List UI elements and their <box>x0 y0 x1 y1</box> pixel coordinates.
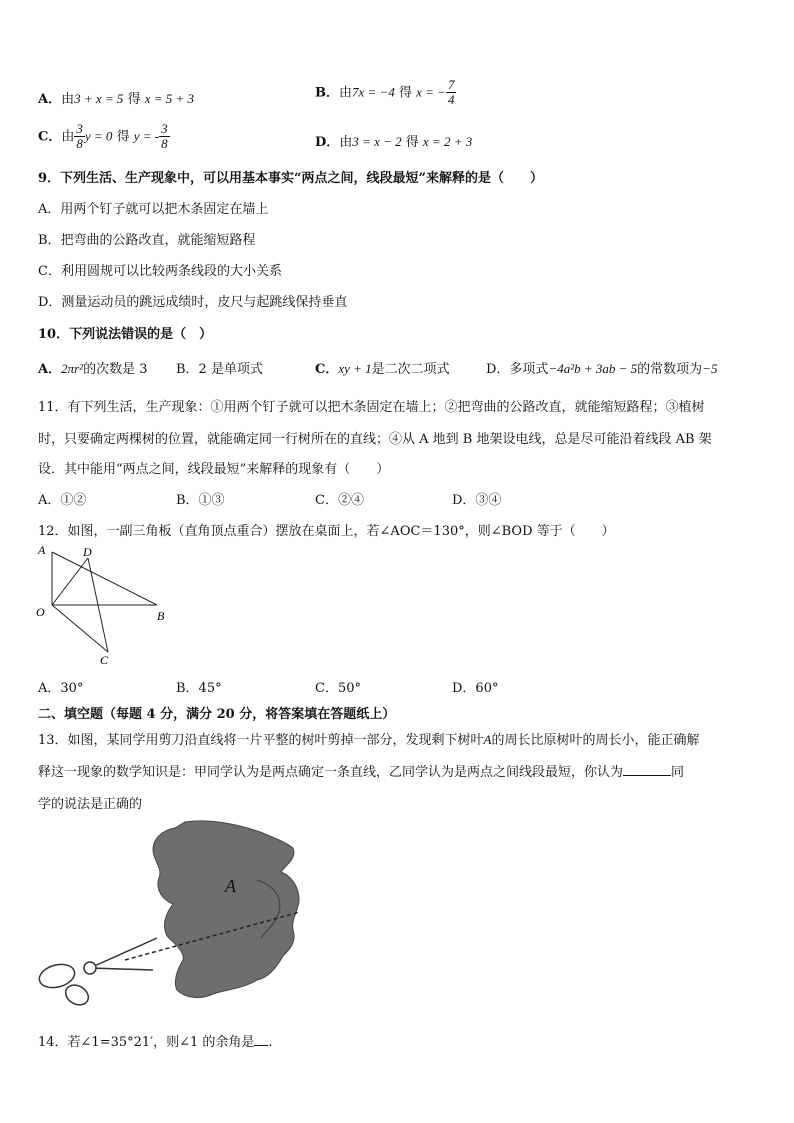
q9-option-a: A．用两个钉子就可以把木条固定在墙上 <box>38 202 269 217</box>
q14-text: 14．若∠1=35°21′，则∠1 的余角是 . <box>38 1035 273 1050</box>
q8-option-b: B．由7x = −4 得 x = − $\frac{7}{4}$ <box>315 77 455 108</box>
q11-line-3: 设．其中能用“两点之间，线段最短”来解释的现象有（ ） <box>38 462 390 477</box>
q10-option-a: A．2πr²的次数是 3 <box>38 361 148 377</box>
q12-option-b: B．45° <box>176 681 222 696</box>
section-title-fill-blank: 二、填空题（每题 4 分，满分 20 分，将答案填在答题纸上） <box>38 707 396 722</box>
q10-option-c: C．xy + 1是二次二项式 <box>315 361 450 377</box>
q9-option-b: B．把弯曲的公路改直，就能缩短路程 <box>38 233 256 248</box>
q13-line-2: 释这一现象的数学知识是：甲同学认为是两点确定一条直线，乙同学认为是两点之间线段最短，你认为 同 <box>38 765 685 780</box>
q12-option-a: A．30° <box>38 681 84 696</box>
q9-option-d: D．测量运动员的跳远成绩时，皮尺与起跳线保持垂直 <box>38 295 348 310</box>
q12-label-A: A <box>38 543 46 557</box>
scissors-icon <box>37 938 157 1009</box>
q10-option-d: D．多项式−4a²b + 3ab − 5的常数项为−5 <box>486 361 718 377</box>
q12-label-O: O <box>36 605 45 619</box>
q8-option-a: A．由3 + x = 5 得 x = 5 + 3 <box>38 91 195 107</box>
q12-label-D: D <box>83 545 92 559</box>
q13-leaf-figure <box>35 820 310 1020</box>
q14-answer-blank[interactable] <box>254 1033 268 1046</box>
q11-line-2: 时，只要确定两棵树的位置，就能确定同一行树所在的直线；④从 A 地到 B 地架设电线，总是尽可能沿着线段 AB 架 <box>38 432 712 447</box>
q10-stem: 10．下列说法错误的是（ ） <box>38 327 213 342</box>
q8-option-d: D．由3 = x − 2 得 x = 2 + 3 <box>315 134 473 150</box>
q12-option-c: C．50° <box>315 681 361 696</box>
q9-stem: 9．下列生活、生产现象中，可以用基本事实“两点之间，线段最短”来解释的是（ ） <box>38 171 544 186</box>
q11-line-1: 11．有下列生活，生产现象：①用两个钉子就可以把木条固定在墙上；②把弯曲的公路改直，就能缩短路程；③植树 <box>38 400 705 415</box>
q11-option-b: B．①③ <box>176 493 225 508</box>
q13-line-1: 13．如图，某同学用剪刀沿直线将一片平整的树叶剪掉一部分，发现剩下树叶A的周长比原树叶的周长小，能正确解 <box>38 732 700 748</box>
q11-option-a: A．①② <box>38 493 87 508</box>
q12-stem: 12．如图，一副三角板（直角顶点重合）摆放在桌面上，若∠AOC＝130°，则∠BOD 等于（ ） <box>38 524 615 539</box>
q13-line-3: 学的说法是正确的 <box>38 797 143 812</box>
q11-option-d: D．③④ <box>452 493 502 508</box>
q12-label-C: C <box>100 653 109 667</box>
q12-label-B: B <box>157 609 165 623</box>
q10-option-b: B．2 是单项式 <box>176 362 263 377</box>
q12-option-d: D．60° <box>452 681 499 696</box>
q9-option-c: C．利用圆规可以比较两条线段的大小关系 <box>38 264 282 279</box>
q13-answer-blank[interactable] <box>623 763 671 776</box>
q13-leaf-label: A <box>225 876 236 896</box>
q11-option-c: C．②④ <box>315 493 364 508</box>
q12-triangle-figure <box>30 540 180 670</box>
leaf-shape <box>153 821 299 998</box>
q8-option-c: C．由 $\frac{3}{8}$ y = 0 得 y = - $\frac{3}{8}$ <box>38 121 168 152</box>
